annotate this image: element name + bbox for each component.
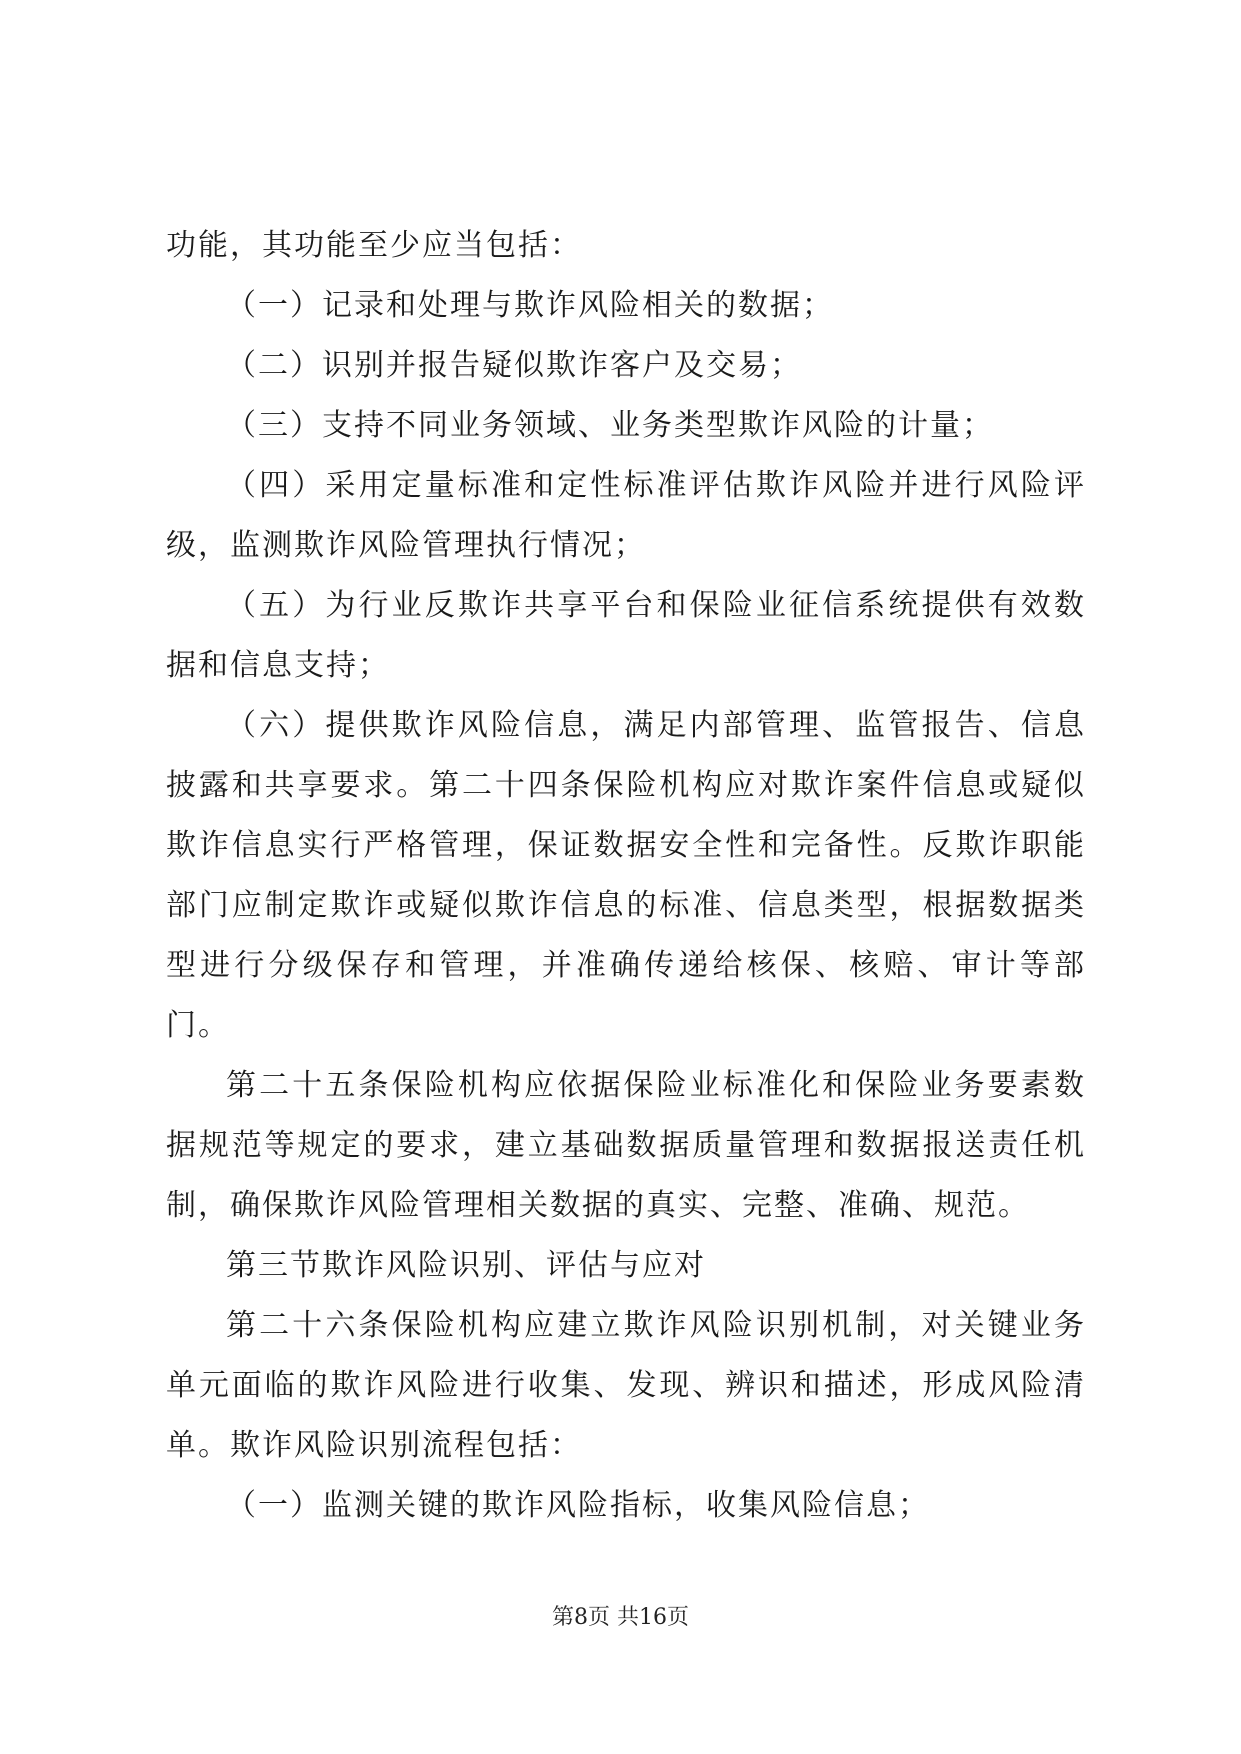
paragraph-item-5: （五）为行业反欺诈共享平台和保险业征信系统提供有效数据和信息支持； — [166, 588, 1086, 683]
paragraph-item-3: （三）支持不同业务领域、业务类型欺诈风险的计量； — [226, 408, 994, 443]
paragraph-item-1: （一）记录和处理与欺诈风险相关的数据； — [226, 288, 834, 323]
paragraph-item-4: （四）采用定量标准和定性标准评估欺诈风险并进行风险评级，监测欺诈风险管理执行情况； — [166, 468, 1086, 563]
paragraph-item-2: （二）识别并报告疑似欺诈客户及交易； — [226, 348, 802, 383]
page-footer: 第8页 共16页 — [552, 1605, 689, 1630]
paragraph-item-6: （六）提供欺诈风险信息，满足内部管理、监管报告、信息披露和共享要求。第二十四条保险机构应对欺诈案件信息或疑似欺诈信息实行严格管理，保证数据安全性和完备性。反欺诈职能部门应制定欺诈或疑似欺诈信息的标准、信息类型，根据数据类型进行分级保存和管理，并准确传递给核保、核赔、审计等部门。 — [166, 708, 1086, 1043]
body-text — [166, 216, 1086, 1536]
paragraph-process-item-1: （一）监测关键的欺诈风险指标，收集风险信息； — [226, 1488, 930, 1523]
paragraph-article-26: 第二十六条保险机构应建立欺诈风险识别机制，对关键业务单元面临的欺诈风险进行收集、发现、辨识和描述，形成风险清单。欺诈风险识别流程包括： — [166, 1308, 1086, 1463]
paragraph-article-25: 第二十五条保险机构应依据保险业标准化和保险业务要素数据规范等规定的要求，建立基础数据质量管理和数据报送责任机制，确保欺诈风险管理相关数据的真实、完整、准确、规范。 — [166, 1068, 1086, 1223]
section-heading: 第三节欺诈风险识别、评估与应对 — [226, 1248, 706, 1283]
paragraph-continuation: 功能，其功能至少应当包括： — [166, 228, 582, 263]
